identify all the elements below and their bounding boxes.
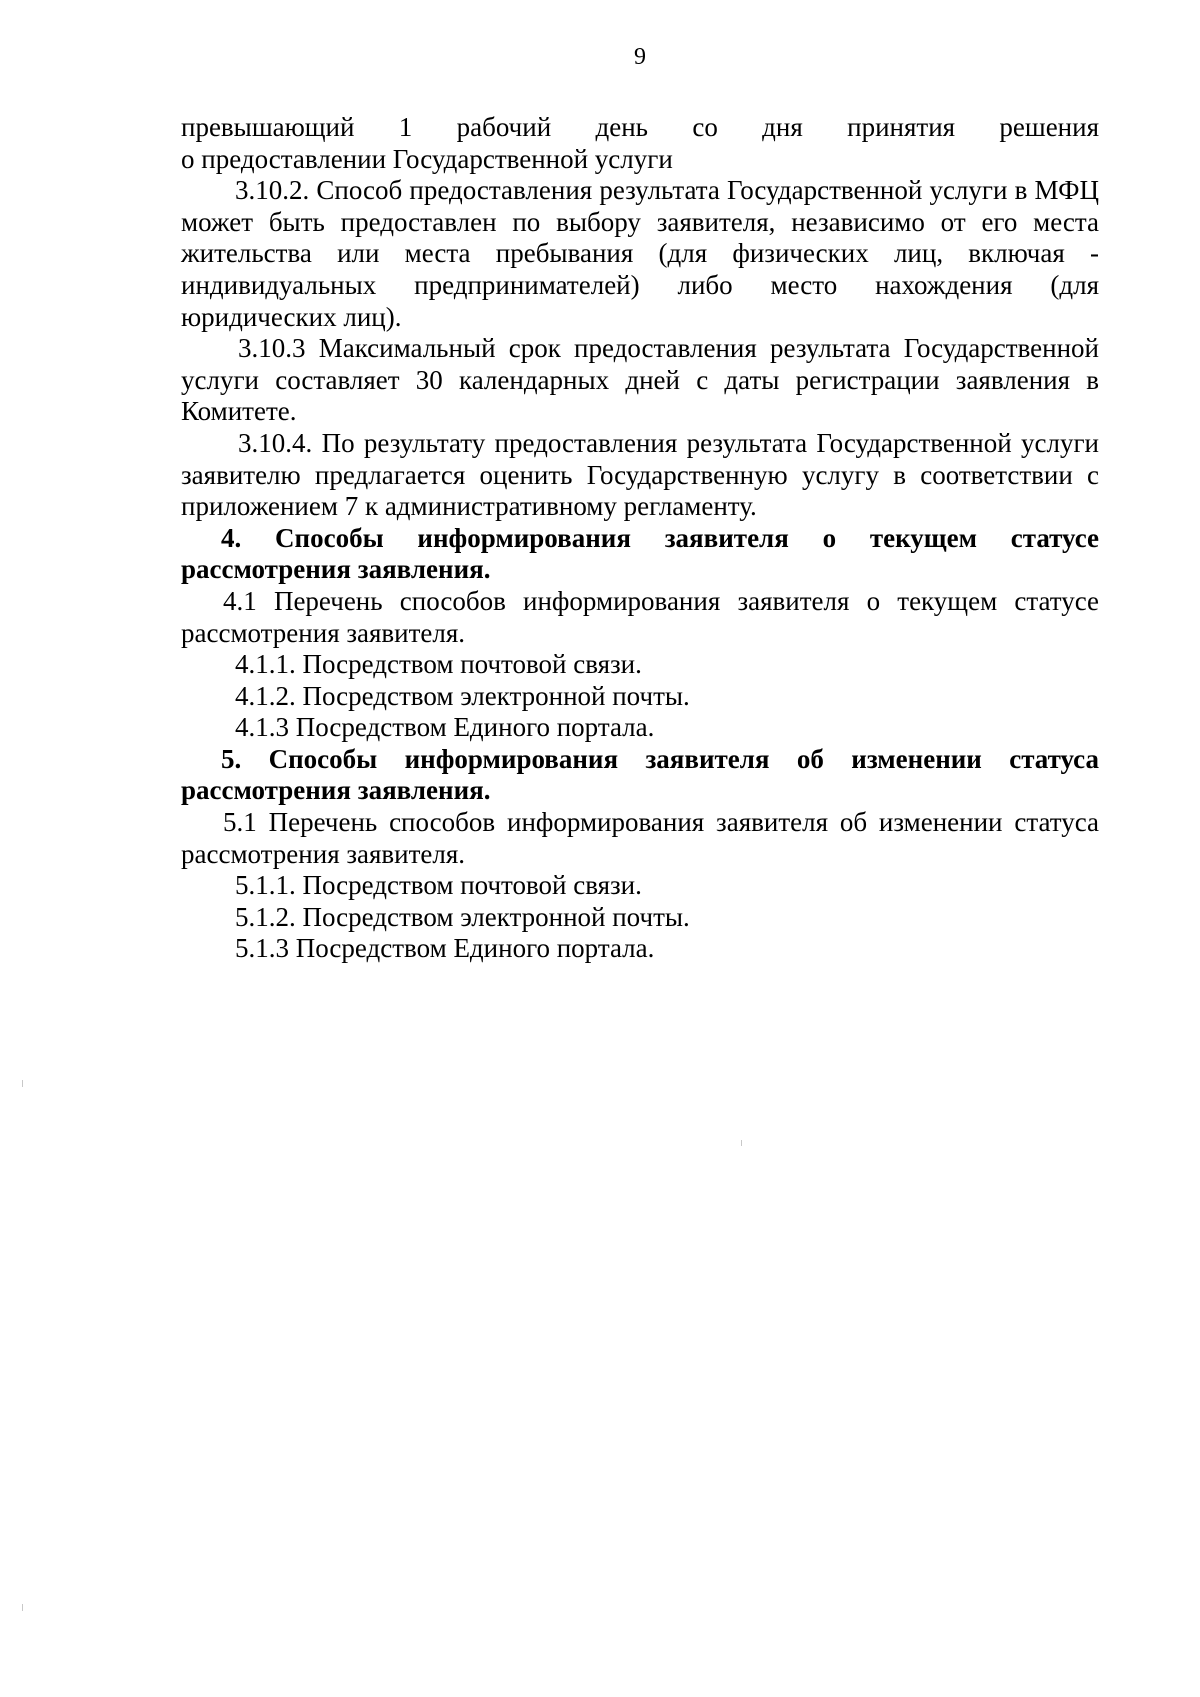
list-item-4-1-1: 4.1.1. Посредством почтовой связи. xyxy=(235,649,642,680)
scan-artifact-left-2 xyxy=(22,1604,23,1611)
scan-artifact-left-1 xyxy=(22,1080,23,1087)
paragraph-5-1: 5.1 Перечень способов информирования заявителя об изменении статуса рассмотрения заявителя. xyxy=(181,807,1099,869)
document-body xyxy=(181,112,1099,965)
paragraph-3-10-4: 3.10.4. По результату предоставления результата Государственной услуги заявителю предлагается оценить Государственную услугу в соответствии с приложением 7 к административному регламенту. xyxy=(181,427,1099,522)
paragraph-continuation xyxy=(181,112,1099,175)
continuation-line-2: о предоставлении Государственной услуги xyxy=(181,143,673,174)
list-item-5-1-1: 5.1.1. Посредством почтовой связи. xyxy=(235,870,642,901)
paragraph-4-1: 4.1 Перечень способов информирования заявителя о текущем статусе рассмотрения заявителя. xyxy=(181,585,1099,648)
list-item-5-1-2: 5.1.2. Посредством электронной почты. xyxy=(235,901,690,932)
list-item-4-1-2: 4.1.2. Посредством электронной почты. xyxy=(235,680,690,711)
continuation-line-1: превышающий 1 рабочий день со дня принятия решения xyxy=(181,112,1099,142)
page-number: 9 xyxy=(634,44,646,70)
list-item-4-1-3: 4.1.3 Посредством Единого портала. xyxy=(235,712,655,743)
section-heading-4: 4. Способы информирования заявителя о текущем статусе рассмотрения заявления. xyxy=(181,522,1099,585)
scan-artifact-right xyxy=(741,1140,742,1146)
paragraph-3-10-2: 3.10.2. Способ предоставления результата Государственной услуги в МФЦ может быть предоставлен по выбору заявителя, независимо от его места жительства или места пребывания (для физических лиц, включая - индивидуальных предпринимателей) либо место нахождения (для юридических лиц). xyxy=(181,175,1099,332)
section-heading-5: 5. Способы информирования заявителя об изменении статуса рассмотрения заявления. xyxy=(181,743,1099,806)
paragraph-3-10-3: 3.10.3 Максимальный срок предоставления результата Государственной услуги составляет 30 календарных дней с даты регистрации заявления в Комитете. xyxy=(181,333,1099,427)
list-item-5-1-3: 5.1.3 Посредством Единого портала. xyxy=(235,933,655,964)
